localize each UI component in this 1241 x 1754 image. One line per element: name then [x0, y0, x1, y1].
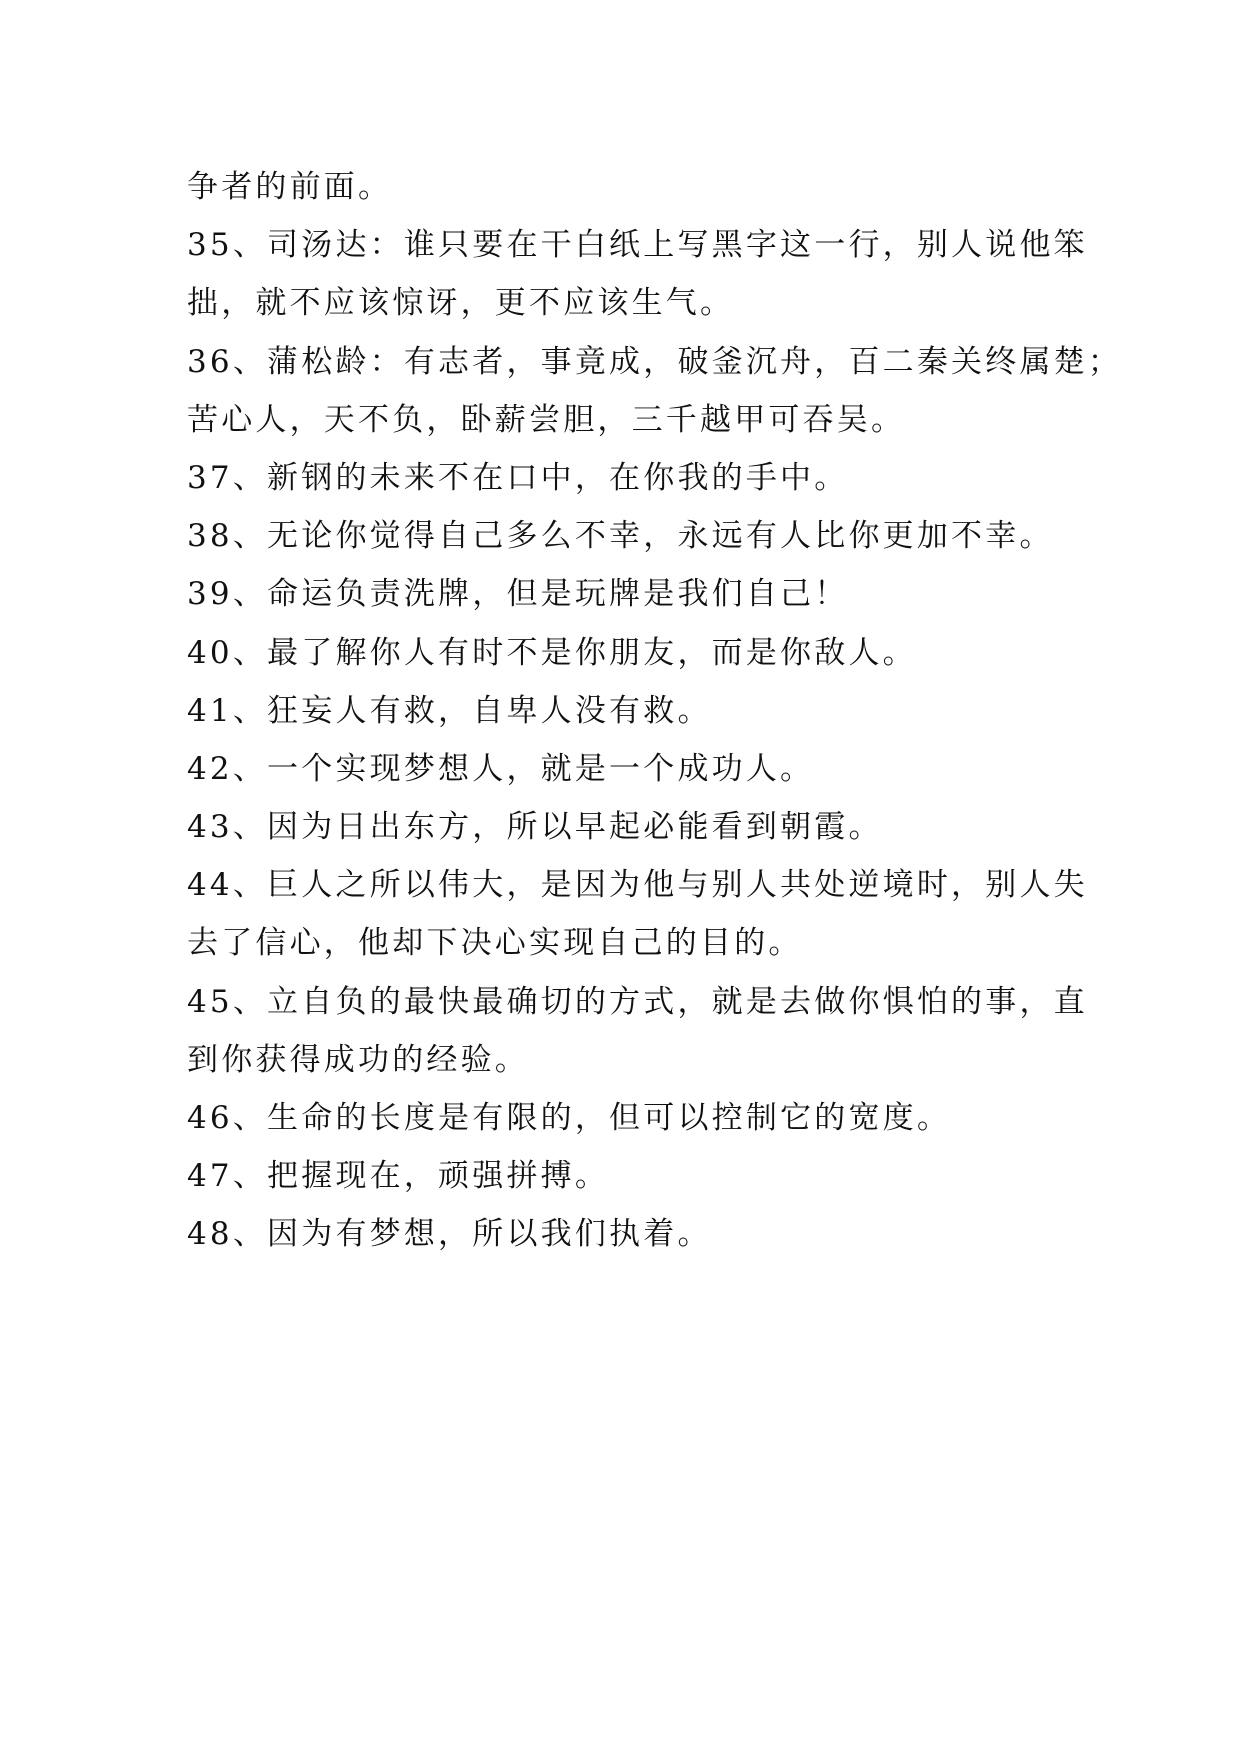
text-line: 到你获得成功的经验。 — [187, 1041, 529, 1078]
text-line: 35、司汤达：谁只要在干白纸上写黑字这一行，别人说他笨 — [187, 227, 1088, 264]
text-line: 41、狂妄人有救，自卑人没有救。 — [187, 692, 712, 729]
text-line: 争者的前面。 — [187, 169, 393, 205]
text-line: 36、蒲松龄：有志者，事竟成，破釜沉舟，百二秦关终属楚； — [187, 343, 1123, 380]
text-line: 43、因为日出东方，所以早起必能看到朝霞。 — [187, 809, 883, 846]
text-line: 苦心人，天不负，卧薪尝胆，三千越甲可吞吴。 — [187, 401, 906, 438]
text-line: 46、生命的长度是有限的，但可以控制它的宽度。 — [187, 1100, 952, 1136]
text-line: 45、立自负的最快最确切的方式，就是去做你惧怕的事，直 — [187, 983, 1088, 1020]
text-line: 去了信心，他却下决心实现自己的目的。 — [187, 925, 803, 962]
document-body — [187, 158, 1123, 1264]
text-line: 48、因为有梦想，所以我们执着。 — [187, 1216, 712, 1253]
text-line: 44、巨人之所以伟大，是因为他与别人共处逆境时，别人失 — [187, 867, 1088, 904]
text-line: 拙，就不应该惊讶，更不应该生气。 — [187, 285, 735, 322]
text-line: 42、一个实现梦想人，就是一个成功人。 — [187, 750, 815, 787]
text-line: 39、命运负责洗牌，但是玩牌是我们自己！ — [187, 576, 849, 613]
text-line: 40、最了解你人有时不是你朋友，而是你敌人。 — [187, 634, 917, 671]
text-line: 37、新钢的未来不在口中，在你我的手中。 — [187, 459, 849, 496]
text-line: 38、无论你觉得自己多么不幸，永远有人比你更加不幸。 — [187, 518, 1054, 555]
text-line: 47、把握现在，顽强拼搏。 — [187, 1158, 610, 1195]
